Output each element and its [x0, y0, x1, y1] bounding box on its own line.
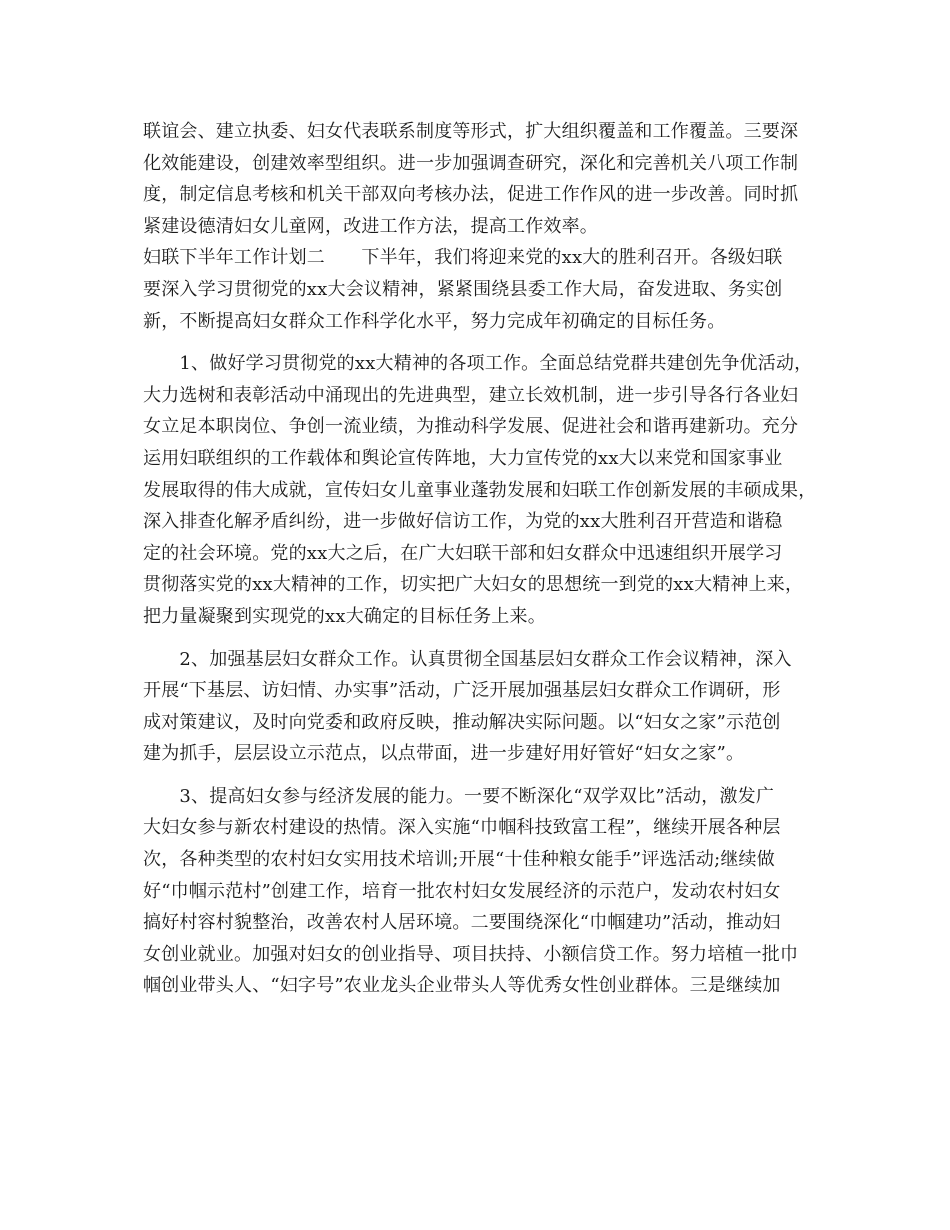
text-line: 搞好村容村貌整治，改善农村人居环境。二要围绕深化“巾帼建功”活动，推动妇 [143, 912, 781, 934]
text-line: 女创业就业。加强对妇女的创业指导、项目扶持、小额信贷工作。努力培植一批巾 [143, 943, 799, 965]
text-line: 开展“下基层、访妇情、办实事”活动，广泛开展加强基层妇女群众工作调研，形 [143, 680, 781, 702]
section-heading-line: 妇联下半年工作计划二 下半年，我们将迎来党的xx大的胜利召开。各级妇联 [143, 247, 783, 269]
paragraph-start-line: 1、做好学习贯彻党的xx大精神的各项工作。全面总结党群共建创先争优活动， [143, 353, 813, 375]
text-line: 紧建设德清妇女儿童网，改进工作方法，提高工作效率。 [143, 215, 598, 237]
text-line: 次，各种类型的农村妇女实用技术培训;开展“十佳种粮女能手”评选活动;继续做 [143, 849, 775, 871]
paragraph-start-line: 3、提高妇女参与经济发展的能力。一要不断深化“双学双比”活动，激发广 [143, 785, 775, 807]
text-line: 运用妇联组织的工作载体和舆论宣传阵地，大力宣传党的xx大以来党和国家事业 [143, 447, 783, 469]
paragraph-gap [143, 337, 823, 348]
text-line: 帼创业带头人、“妇字号”农业龙头企业带头人等优秀女性创业群体。三是继续加 [143, 975, 781, 997]
document-body [143, 116, 823, 1002]
text-line: 好“巾帼示范村”创建工作，培育一批农村妇女发展经济的示范户，发动农村妇女 [143, 880, 781, 902]
text-line: 度，制定信息考核和机关干部双向考核办法，促进工作作风的进一步改善。同时抓 [143, 184, 799, 206]
text-line: 贯彻落实党的xx大精神的工作，切实把广大妇女的思想统一到党的xx大精神上来， [143, 574, 804, 596]
text-line: 联谊会、建立执委、妇女代表联系制度等形式，扩大组织覆盖和工作覆盖。三要深 [143, 121, 799, 142]
text-line: 建为抓手，层层设立示范点，以点带面，进一步建好用好管好“妇女之家”。 [143, 743, 745, 765]
text-line: 化效能建设，创建效率型组织。进一步加强调查研究，深化和完善机关八项工作制 [143, 152, 799, 174]
text-line: 女立足本职岗位、争创一流业绩，为推动科学发展、促进社会和谐再建新功。充分 [143, 416, 799, 438]
paragraph-gap [143, 770, 823, 781]
text-line: 发展取得的伟大成就，宣传妇女儿童事业蓬勃发展和妇联工作创新发展的丰硕成果， [143, 479, 817, 501]
text-line: 大妇女参与新农村建设的热情。深入实施“巾帼科技致富工程”，继续开展各种层 [143, 817, 781, 839]
text-line: 把力量凝聚到实现党的xx大确定的目标任务上来。 [143, 605, 546, 627]
text-line: 新，不断提高妇女群众工作科学化水平，努力完成年初确定的目标任务。 [143, 310, 726, 332]
text-line: 要深入学习贯彻党的xx大会议精神，紧紧围绕县委工作大局，奋发进取、务实创 [143, 278, 783, 300]
text-line: 成对策建议，及时向党委和政府反映，推动解决实际问题。以“妇女之家”示范创 [143, 711, 781, 733]
text-line: 定的社会环境。党的xx大之后，在广大妇联干部和妇女群众中迅速组织开展学习 [143, 542, 783, 564]
text-line: 深入排查化解矛盾纠纷，进一步做好信访工作，为党的xx大胜利召开营造和谐稳 [143, 511, 783, 533]
paragraph-start-line: 2、加强基层妇女群众工作。认真贯彻全国基层妇女群众工作会议精神，深入 [143, 648, 792, 670]
text-line: 大力选树和表彰活动中涌现出的先进典型，建立长效机制，进一步引导各行各业妇 [143, 384, 799, 406]
paragraph-gap [143, 633, 823, 644]
